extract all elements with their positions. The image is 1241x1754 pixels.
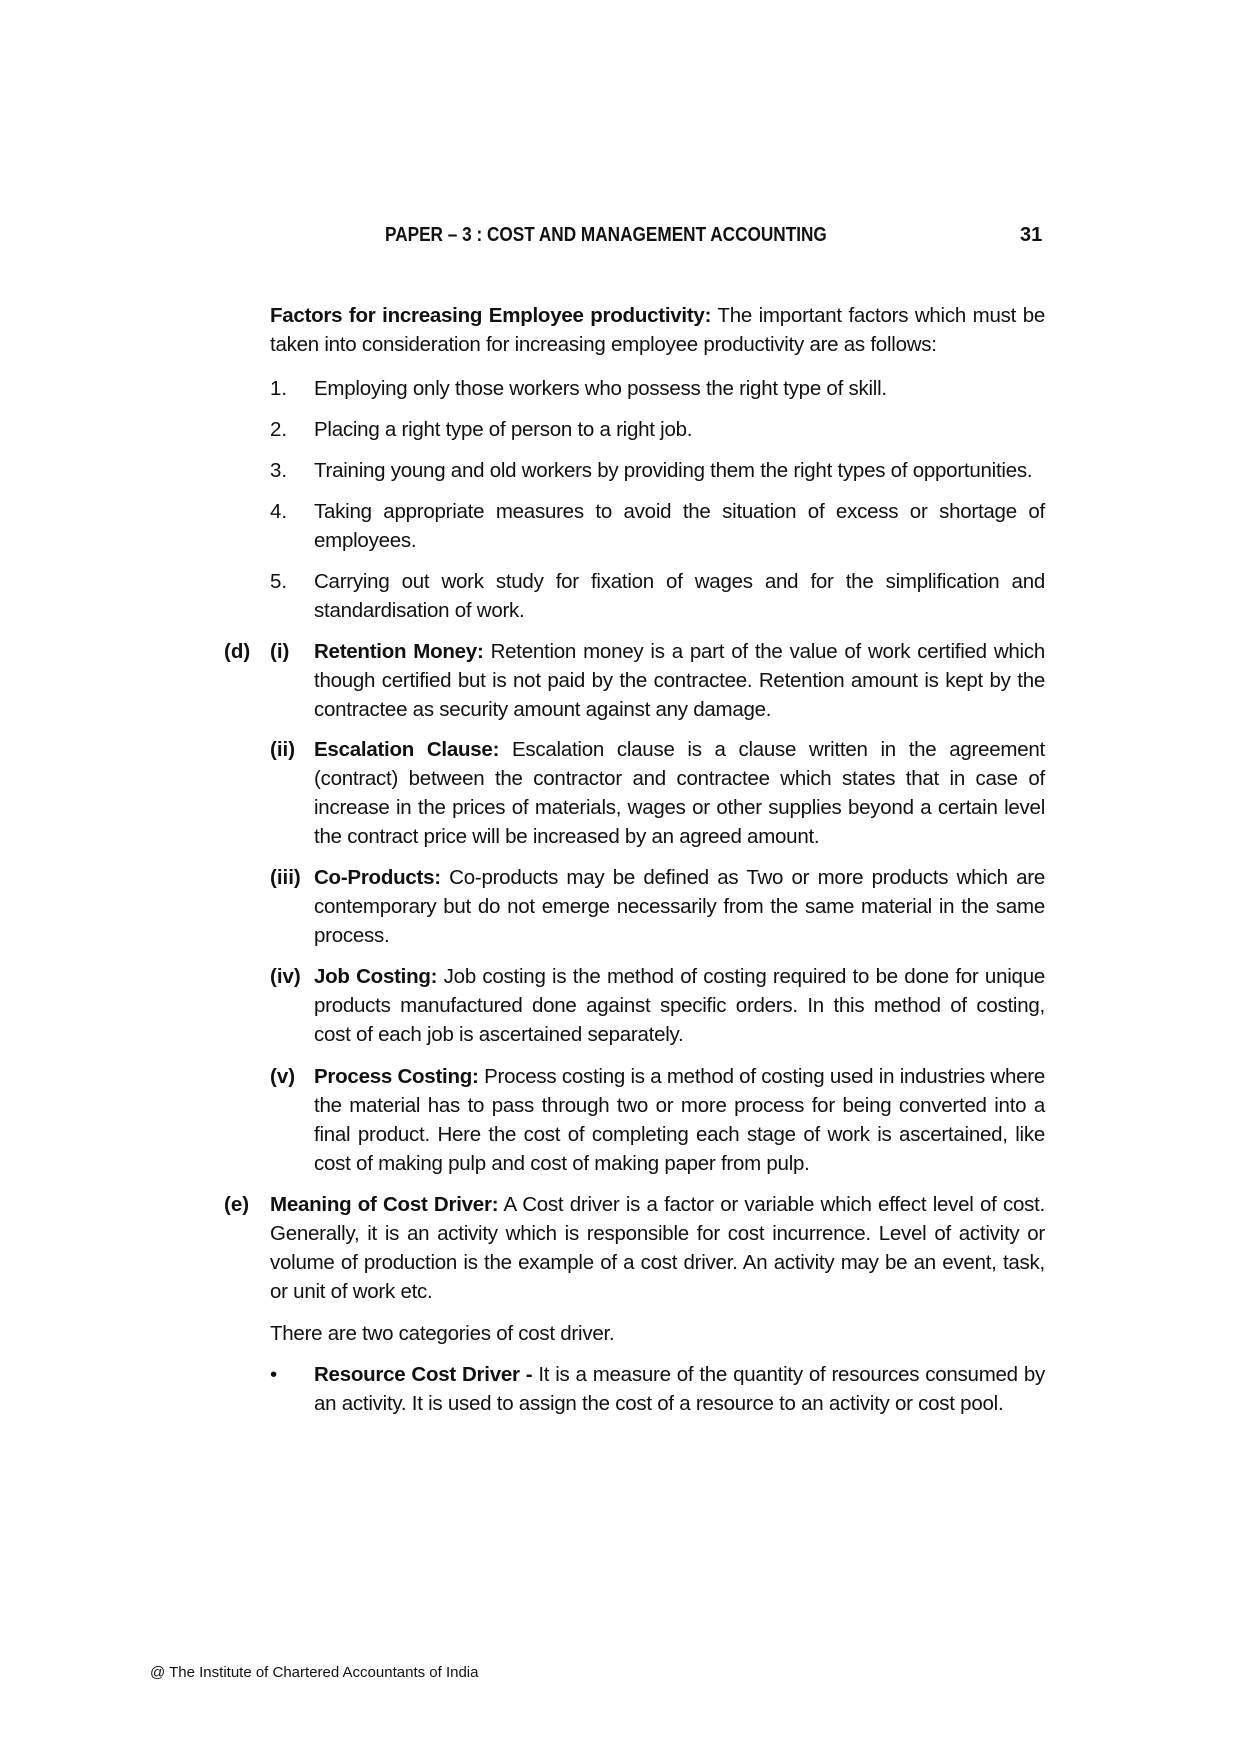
page-footer: @ The Institute of Chartered Accountants of India	[150, 1664, 479, 1681]
definition-text: Job costing is the method of costing required to be done for unique products manufactured done against specific orders. In this method of costing, cost of each job is ascertained separately.	[314, 965, 1045, 1046]
bullet-text: It is a measure of the quantity of resources consumed by an activity. It is used to assign the cost of a resource to an activity or cost pool.	[314, 1363, 1045, 1415]
definition-term: Escalation Clause:	[314, 738, 500, 761]
definition-job-costing	[314, 962, 1045, 1049]
definition-term: Retention Money:	[314, 640, 484, 663]
list-item-number: 2.	[270, 418, 288, 441]
definition-number: (ii)	[270, 738, 296, 761]
bullet-resource-cost-driver	[314, 1360, 1045, 1418]
bullet-term: Resource Cost Driver -	[314, 1363, 533, 1386]
section-e-label: (e)	[224, 1193, 250, 1216]
definition-number: (iv)	[270, 965, 301, 988]
list-item: Taking appropriate measures to avoid the situation of excess or shortage of employees.	[314, 500, 1045, 552]
page-number: 31	[1020, 224, 1043, 246]
definition-text: Escalation clause is a clause written in the agreement (contract) between the contractor and contractee which states that in case of increase in the prices of materials, wages or other supplies beyond a certain level the contract price will be increased by an agreed amount.	[314, 738, 1045, 848]
list-item-number: 5.	[270, 570, 288, 593]
definition-co-products	[314, 863, 1045, 950]
definition-text: Process costing is a method of costing used in industries where the material has to pass through two or more process for being converted into a final product. Here the cost of completing each stage of work is ascertained, like cost of making pulp and cost of making paper from pulp.	[314, 1065, 1045, 1175]
definition-process-costing	[314, 1062, 1045, 1178]
definition-escalation-clause	[314, 735, 1045, 851]
definition-number: (i)	[270, 640, 290, 663]
section-d-label: (d)	[224, 640, 251, 663]
list-item-number: 4.	[270, 500, 288, 523]
definition-retention-money	[314, 637, 1045, 724]
definition-term: Job Costing:	[314, 965, 438, 988]
page-header	[385, 224, 953, 254]
factors-intro: The important factors which must be taken into consideration for increasing employee productivity are as follows:	[270, 304, 1045, 356]
definition-term: Co-Products:	[314, 866, 441, 889]
paper-title: PAPER – 3 : COST AND MANAGEMENT ACCOUNTING	[385, 224, 827, 246]
cost-driver-term: Meaning of Cost Driver:	[270, 1193, 499, 1216]
list-item: Employing only those workers who possess the right type of skill.	[314, 377, 887, 400]
definition-text: Co-products may be defined as Two or more products which are contemporary but do not emerge necessarily from the same material in the same process.	[314, 866, 1045, 947]
cost-driver-text: A Cost driver is a factor or variable which effect level of cost. Generally, it is an activity which is responsible for cost incurrence. Level of activity or volume of production is the example of a cost driver. An activity may be an event, task, or unit of work etc.	[270, 1193, 1046, 1303]
categories-intro: There are two categories of cost driver.	[270, 1322, 615, 1345]
bullet-icon: •	[270, 1363, 278, 1386]
factors-heading: Factors for increasing Employee productivity:	[270, 304, 712, 327]
factors-paragraph	[270, 301, 1045, 359]
definition-term: Process Costing:	[314, 1065, 479, 1088]
cost-driver-paragraph	[270, 1190, 1045, 1306]
list-item: Placing a right type of person to a right job.	[314, 418, 693, 441]
list-item: Carrying out work study for fixation of wages and for the simplification and standardisation of work.	[314, 570, 1045, 622]
definition-number: (v)	[270, 1065, 296, 1088]
list-item-number: 1.	[270, 377, 288, 400]
definition-text: Retention money is a part of the value of work certified which though certified but is not paid by the contractee. Retention amount is kept by the contractee as security amount against any damage.	[314, 640, 1045, 721]
definition-number: (iii)	[270, 866, 301, 889]
list-item-number: 3.	[270, 459, 288, 482]
list-item: Training young and old workers by providing them the right types of opportunities.	[314, 459, 1033, 482]
